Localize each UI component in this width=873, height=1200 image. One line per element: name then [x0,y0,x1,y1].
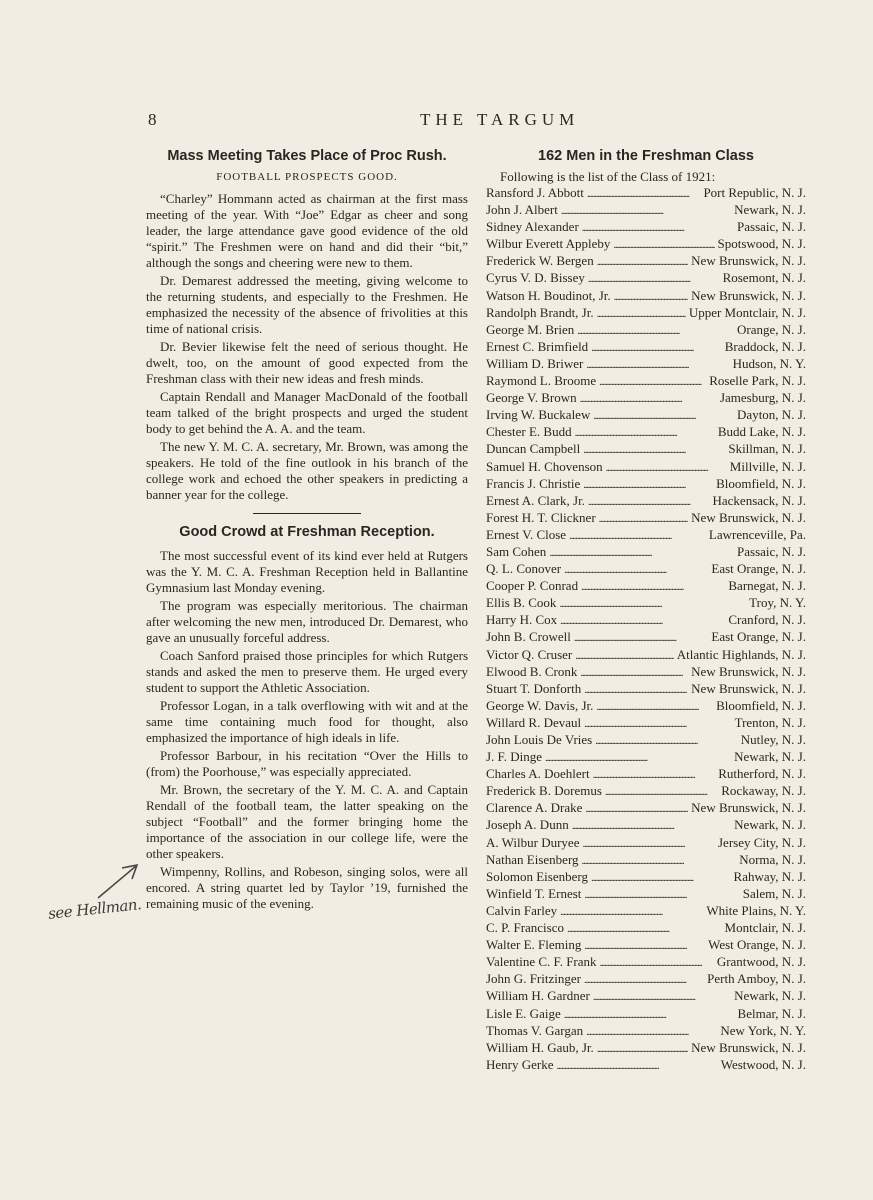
hometown: Barnegat, N. J. [728,578,806,594]
article1-paragraph: “Charley” Hommann acted as chairman at the first mass meeting of the year. With “Joe” Edgar as cheer and song leader, the large attendance gave good evidence of the old “spirit.” The Freshmen were on hand and did their “bit,” although the songs and cheering were new to them. [146,191,468,270]
leader-dots [595,732,738,749]
student-name: Victor Q. Cruser [486,646,573,662]
list-item [486,749,806,766]
leader-dots [599,373,706,390]
hometown: Trenton, N. J. [734,714,806,730]
list-item [486,698,806,715]
hometown: Orange, N. J. [737,321,806,337]
list-item [486,476,806,493]
leader-dots [586,356,729,373]
hometown: Spotswood, N. J. [717,236,806,252]
list-item [486,971,806,988]
student-name: Chester E. Budd [486,424,572,440]
student-name: Cooper P. Conrad [486,578,579,594]
list-item [486,339,806,356]
leader-dots [583,476,713,493]
handwritten-note: see Hellman. [47,895,143,923]
student-name: Ernest V. Close [486,526,567,542]
hometown: Millville, N. J. [729,458,806,474]
leader-dots [549,544,734,561]
hometown: New Brunswick, N. J. [691,253,806,269]
student-name: Stuart T. Donforth [486,680,582,696]
leader-dots [593,988,731,1005]
hometown: Rutherford, N. J. [718,766,806,782]
leader-dots [580,390,717,407]
hometown: White Plains, N. Y. [706,902,806,918]
hometown: Rahway, N. J. [733,868,806,884]
hometown: Upper Montclair, N. J. [688,304,806,320]
list-intro: Following is the list of the Class of 1921: [500,169,716,184]
leader-dots [597,305,686,322]
list-item [486,1006,806,1023]
hometown: Lawrenceville, Pa. [708,526,806,542]
hometown: Salem, N. J. [742,885,806,901]
list-item [486,903,806,920]
hometown: Rockaway, N. J. [721,783,806,799]
leader-dots [560,612,725,629]
student-name: Elwood B. Cronk [486,663,578,679]
leader-dots [574,629,709,646]
student-name: Sam Cohen [486,543,547,559]
hometown: Braddock, N. J. [724,338,806,354]
hometown: Montclair, N. J. [724,920,806,936]
list-item [486,852,806,869]
freshman-list [486,185,806,1074]
leader-dots [584,886,739,903]
hometown: Hudson, N. Y. [732,355,806,371]
list-item [486,493,806,510]
hometown: Passaic, N. J. [737,219,806,235]
student-name: Ellis B. Cook [486,595,557,611]
leader-dots [588,493,710,510]
student-name: Charles A. Doehlert [486,766,590,782]
student-name: Thomas V. Gargan [486,1022,584,1038]
list-item [486,270,806,287]
article-title-freshman-reception: Good Crowd at Freshman Reception. [179,524,435,540]
list-item [486,817,806,834]
leader-dots [593,766,716,783]
leader-dots [586,1023,717,1040]
hometown: New Brunswick, N. J. [691,663,806,679]
student-name: Francis J. Christie [486,475,581,491]
section-divider [253,513,361,514]
list-item [486,988,806,1005]
student-name: Q. L. Conover [486,561,562,577]
page-number: 8 [148,110,157,129]
student-name: John J. Albert [486,202,558,218]
leader-dots [564,1006,735,1023]
list-item [486,322,806,339]
hometown: Norma, N. J. [739,851,806,867]
hometown: East Orange, N. J. [711,561,806,577]
list-item [486,288,806,305]
hometown: West Orange, N. J. [708,937,806,953]
hometown: Grantwood, N. J. [716,954,806,970]
hometown: Newark, N. J. [734,988,806,1004]
hometown: Hackensack, N. J. [712,492,806,508]
list-item [486,305,806,322]
hometown: Belmar, N. J. [737,1005,806,1021]
list-item [486,629,806,646]
student-name: Ernest C. Brimfield [486,338,589,354]
leader-dots [557,1057,718,1074]
leader-dots [584,681,688,698]
student-name: Watson H. Boudinot, Jr. [486,287,611,303]
list-item [486,715,806,732]
student-name: Nathan Eisenberg [486,851,579,867]
list-item [486,1057,806,1074]
leader-dots [585,800,688,817]
student-name: Wilbur Everett Appleby [486,236,611,252]
leader-dots [605,783,718,800]
hometown: Cranford, N. J. [728,612,806,628]
list-item [486,441,806,458]
list-item [486,578,806,595]
student-name: William H. Gaub, Jr. [486,1039,594,1055]
leader-dots [599,510,689,527]
article-title-freshman-class: 162 Men in the Freshman Class [538,148,754,164]
hometown: Newark, N. J. [734,817,806,833]
list-item [486,766,806,783]
student-name: C. P. Francisco [486,920,564,936]
article2-paragraph: Professor Logan, in a talk overflowing with wit and at the same time containing much food for thought, also emphasized the importance of high ideals in life. [146,698,468,745]
hometown: Jamesburg, N. J. [719,390,806,406]
list-item [486,544,806,561]
hometown: Skillman, N. J. [728,441,806,457]
list-item [486,783,806,800]
hometown: Troy, N. Y. [749,595,806,611]
student-name: Walter E. Fleming [486,937,582,953]
article2-paragraph: The most successful event of its kind ever held at Rutgers was the Y. M. C. A. Freshman Reception held in Ballantine Gymnasium last Monday evening. [146,548,468,595]
list-item [486,390,806,407]
leader-dots [584,715,731,732]
leader-dots [596,698,713,715]
list-item [486,185,806,202]
leader-dots [584,937,705,954]
list-item [486,681,806,698]
hometown: Jersey City, N. J. [718,834,806,850]
list-item [486,612,806,629]
hometown: Nutley, N. J. [740,732,806,747]
leader-dots [582,852,737,869]
article1-paragraph: Dr. Demarest addressed the meeting, giving welcome to the returning students, and especially to the Freshmen. He emphasized the necessity of the absence of frivolities at this time of national crisis. [146,273,468,336]
list-item [486,835,806,852]
list-item [486,869,806,886]
list-item [486,800,806,817]
article2-paragraph: Coach Sanford praised those principles for which Rutgers stands and asked the men to preserve them. He urged every student to support the Athletic Association. [146,648,468,695]
student-name: George W. Davis, Jr. [486,697,594,713]
list-item [486,407,806,424]
leader-dots [564,561,708,578]
article1-paragraph: Dr. Bevier likewise felt the need of serious thought. He dwelt, too, on the amount of good expected from the Freshman class with their new ideas and fresh minds. [146,339,468,386]
student-name: Randolph Brandt, Jr. [486,304,594,320]
list-item [486,647,806,664]
right-column [486,147,806,1074]
hometown: Newark, N. J. [734,749,806,765]
student-name: Winfield T. Ernest [486,885,582,901]
student-name: Cyrus V. D. Bissey [486,270,585,286]
list-item [486,732,806,749]
student-name: George V. Brown [486,390,577,406]
list-item [486,561,806,578]
hometown: New Brunswick, N. J. [691,287,806,303]
leader-dots [597,1040,688,1057]
hometown: Passaic, N. J. [737,543,806,559]
leader-dots [575,424,715,441]
leader-dots [545,749,731,766]
list-item [486,937,806,954]
list-item [486,459,806,476]
leader-dots [572,817,731,834]
hometown: New Brunswick, N. J. [691,800,806,816]
student-name: George M. Brien [486,321,575,337]
hometown: Newark, N. J. [734,202,806,218]
student-name: A. Wilbur Duryee [486,834,580,850]
hometown: Westwood, N. J. [720,1056,806,1072]
article-title-mass-meeting: Mass Meeting Takes Place of Proc Rush. [167,148,447,164]
list-item [486,219,806,236]
student-name: Joseph A. Dunn [486,817,569,833]
leader-dots [580,664,688,681]
hometown: Bloomfield, N. J. [716,697,806,713]
hometown: Bloomfield, N. J. [716,475,806,491]
leader-dots [567,920,722,937]
hometown: Budd Lake, N. J. [717,424,806,440]
student-name: Lisle E. Gaige [486,1005,561,1021]
hometown: East Orange, N. J. [711,629,806,645]
article1-paragraph: The new Y. M. C. A. secretary, Mr. Brown, was among the speakers. He told of the fine outlook in his branch of the college work and echoed the other speakers in predicting a banner year for the college. [146,439,468,502]
hometown: Roselle Park, N. J. [709,373,806,389]
list-item [486,373,806,390]
student-name: Henry Gerke [486,1056,554,1072]
article2-paragraph: The program was especially meritorious. The chairman after welcoming the new men, introduced Dr. Demarest, who gave an unusually forceful address. [146,598,468,645]
student-name: Duncan Campbell [486,441,581,457]
student-name: J. F. Dinge [486,749,543,765]
leader-dots [591,339,722,356]
leader-dots [583,441,725,458]
student-name: Ransford J. Abbott [486,185,584,200]
list-item [486,424,806,441]
student-name: Calvin Farley [486,902,558,918]
leader-dots [588,270,720,287]
student-name: Valentine C. F. Frank [486,954,597,970]
list-item [486,664,806,681]
leader-dots [597,253,688,270]
student-name: John B. Crowell [486,629,571,645]
article1-paragraph: Captain Rendall and Manager MacDonald of the football team talked of the bright prospects and urged the student body to get behind the A. A. and the team. [146,389,468,436]
student-name: Frederick W. Bergen [486,253,594,269]
hometown: Atlantic Highlands, N. J. [676,646,806,662]
list-item [486,236,806,253]
student-name: Irving W. Buckalew [486,407,591,423]
leader-dots [584,971,704,988]
student-name: Forest H. T. Clickner [486,509,596,525]
student-name: Samuel H. Chovenson [486,458,603,474]
student-name: Sidney Alexander [486,219,579,235]
list-item [486,202,806,219]
leader-dots [581,578,725,595]
leader-dots [561,202,731,219]
article-subtitle: FOOTBALL PROSPECTS GOOD. [216,171,398,183]
student-name: Clarence A. Drake [486,800,583,816]
hometown: Dayton, N. J. [737,407,806,423]
student-name: William D. Briwer [486,355,584,371]
list-item [486,527,806,544]
leader-dots [600,954,714,971]
article2-paragraph: Wimpenny, Rollins, and Robeson, singing solos, were all encored. A string quartet led by Taylor ’19, furnished the remaining music of the evening. [146,864,468,911]
leader-dots [569,527,706,544]
leader-dots [613,236,714,253]
list-item [486,595,806,612]
article2-paragraph: Professor Barbour, in his recitation “Over the Hills to (from) the Poorhouse,” was especially appreciated. [146,748,468,779]
leader-dots [587,185,701,202]
article2-paragraph: Mr. Brown, the secretary of the Y. M. C. A. and Captain Rendall of the football team, the latter speaking on the subject “Football” and the former bringing home the importance of the association in our college life, were the other speakers. [146,782,468,861]
leader-dots [593,407,734,424]
student-name: John G. Fritzinger [486,971,581,987]
student-name: Frederick B. Doremus [486,783,602,799]
hometown: New Brunswick, N. J. [691,680,806,696]
list-item [486,920,806,937]
hometown: Rosemont, N. J. [722,270,806,286]
leader-dots [582,219,734,236]
leader-dots [614,288,689,305]
hometown: New York, N. Y. [720,1022,806,1038]
student-name: Ernest A. Clark, Jr. [486,492,585,508]
leader-dots [560,903,703,920]
leader-dots [582,835,715,852]
hometown: New Brunswick, N. J. [691,509,806,525]
student-name: Raymond L. Broome [486,373,597,389]
student-name: John Louis De Vries [486,732,593,747]
list-item [486,510,806,527]
student-name: Harry H. Cox [486,612,558,628]
list-item [486,954,806,971]
list-item [486,253,806,270]
student-name: Willard R. Devaul [486,714,582,730]
leader-dots [577,322,734,339]
student-name: Solomon Eisenberg [486,868,588,884]
list-item [486,1023,806,1040]
list-item [486,356,806,373]
leader-dots [591,869,731,886]
list-item [486,1040,806,1057]
hometown: New Brunswick, N. J. [691,1039,806,1055]
left-column [146,147,468,914]
hometown: Perth Amboy, N. J. [707,971,806,987]
leader-dots [559,595,746,612]
leader-dots [606,459,727,476]
masthead: THE TARGUM [420,110,580,129]
hometown: Port Republic, N. J. [703,185,806,200]
leader-dots [575,647,674,664]
student-name: William H. Gardner [486,988,590,1004]
list-item [486,886,806,903]
